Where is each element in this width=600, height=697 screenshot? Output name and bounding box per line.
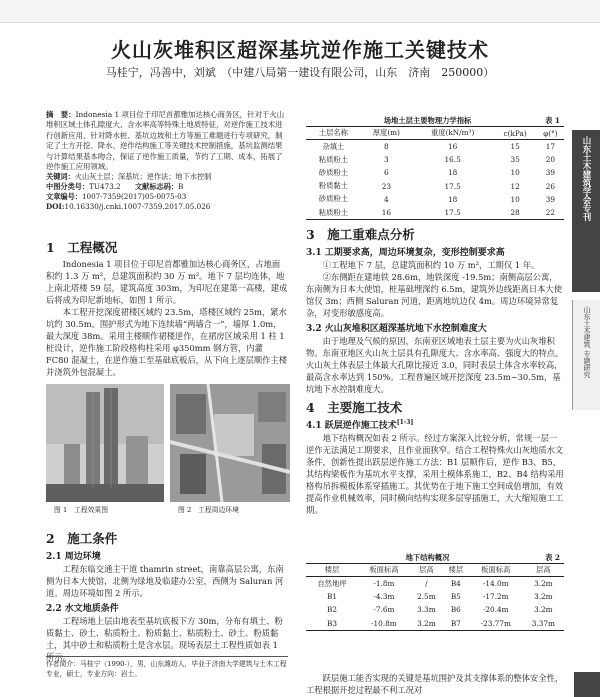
- table-cell: 6: [384, 168, 389, 178]
- table-cell: 砂质粉土: [318, 167, 348, 177]
- section-3-1-heading: 3.1 工期要求高，周边环境复杂，变形控制要求高: [306, 248, 505, 258]
- section-3-1-paragraph-a: ①工程地下 7 层，总建筑面积约 10 万 m²，工期仅 1 年。: [322, 260, 540, 270]
- table-1-header: φ(°): [537, 127, 564, 140]
- table-cell: B3: [306, 617, 358, 631]
- table-1: [306, 116, 564, 220]
- left-column-bottom: [46, 526, 288, 663]
- section-4-1-continuation: 跃层施工能否实现的关键是基坑围护及其支撑体系的整体安全性，工程根据开挖过程最不利工况对: [306, 673, 564, 695]
- page-corner-mark: [574, 672, 600, 697]
- table-cell: B2: [326, 605, 337, 615]
- table-cell: 自然地坪: [317, 578, 347, 588]
- article-no-label: 文章编号：: [46, 192, 82, 202]
- table-cell: /: [425, 579, 428, 589]
- table-2-header: 层高: [523, 564, 564, 577]
- page-header-strip: [0, 0, 600, 23]
- table-cell: 18: [447, 168, 458, 178]
- table-cell: -10.8m: [358, 617, 410, 631]
- table-cell: 杂填土: [322, 141, 345, 151]
- figure-1-caption: 图 1 工程效果图: [54, 506, 109, 514]
- doi-line: [46, 202, 286, 212]
- rendering-illustration: [46, 384, 164, 502]
- abstract-label: 摘 要：: [46, 110, 76, 119]
- right-column-top: [306, 222, 564, 516]
- table-2-header: 层高: [410, 564, 443, 577]
- table-cell: 10: [510, 168, 520, 178]
- table-cell: 39: [545, 194, 556, 204]
- table-cell: 16: [447, 142, 458, 152]
- keywords-line: [46, 172, 286, 182]
- figure-2-image: [170, 384, 290, 502]
- table-2-header: 板面标高: [358, 564, 410, 577]
- table-cell: 3: [384, 155, 389, 165]
- right-column-bottom: [306, 672, 564, 696]
- table-cell: 3.2m: [534, 592, 553, 602]
- table-cell: 26: [545, 181, 556, 191]
- table-cell: 3.2m: [534, 579, 553, 589]
- table-1-grid: [306, 126, 564, 220]
- section-4-1-heading-line: [306, 418, 564, 431]
- table-1-header-row: [306, 127, 564, 140]
- table-cell: -14.0m: [482, 579, 509, 589]
- doi: 10.16330/j.cnki.1007-7359.2017.05.026: [64, 202, 211, 212]
- table-2-header: 楼层: [306, 564, 358, 577]
- table-row: [306, 590, 564, 603]
- table-cell: 2.5m: [417, 592, 436, 602]
- table-2: [306, 553, 564, 631]
- table-2-caption-row: [306, 553, 564, 563]
- table-2-label: 表 2: [545, 553, 560, 562]
- table-cell: 12: [510, 181, 520, 191]
- section-2-2-paragraph: 工程场地上层由地表至基坑底板下方 30m，分布有填土、粉质黏土、砂土、粘质粉土、粉质黏土、粘质粉土、砂土、粉质黏土，其中砂土和粘质粉土是含水层。现场表层土工程性质如表 1 所示。: [46, 616, 283, 662]
- table-cell: 4: [384, 194, 389, 204]
- table-cell: 粘质粉土: [306, 206, 361, 220]
- abstract-block: [46, 110, 286, 212]
- table-cell: 18: [447, 194, 458, 204]
- table-cell: B7: [443, 617, 469, 631]
- table-2-header: 楼层: [443, 564, 469, 577]
- table-cell: B6: [450, 605, 461, 615]
- section-2-2-heading: 2.2 水文地质条件: [46, 604, 119, 614]
- table-row: [306, 153, 564, 166]
- table-cell: 3.37m: [523, 617, 564, 631]
- paper-authors: 马桂宁，冯善中，刘斌 （中建八局第一建设有限公司，山东 济南 250000）: [105, 66, 495, 79]
- table-cell: 15: [510, 142, 520, 152]
- table-cell: 3.3m: [417, 605, 436, 615]
- doc-code-label: 文献标志码：: [134, 182, 179, 192]
- section-3-heading: 3 施工重难点分析: [306, 227, 415, 242]
- table-cell: 8: [384, 142, 389, 152]
- section-1-heading: 1 工程概况: [46, 240, 118, 255]
- section-2-1-heading: 2.1 周边环境: [46, 552, 101, 562]
- table-2-header-row: [306, 564, 564, 577]
- table-1-header: 厚度(m): [361, 127, 412, 140]
- table-cell: 3.2m: [410, 617, 443, 631]
- table-2-caption: 地下结构概况: [405, 553, 450, 562]
- paper-title: 火山灰堆积区超深基坑逆作施工关键技术: [111, 38, 489, 62]
- aerial-photo: [170, 384, 290, 502]
- side-tab-text: 山东土木建筑学会专刊: [581, 136, 591, 221]
- section-3-2-paragraph: 由于地理及气候的原因，东南亚区域地表土层主要为火山灰堆积物。东南亚地区火山灰土层具有孔隙度大、含水率高、强度大的特点。火山灰土体表层土体最大孔隙比接近 3.0，同时表层土体含水率较高，最高含水率达到 150%。工程普遍区域开挖深度 23.5m~30.5m，基坑地下水控制难度大。: [306, 336, 564, 394]
- table-cell: B4: [450, 579, 461, 589]
- section-2-1-paragraph: 工程东临交通主干道 thamrin street，南靠高层公寓，东南侧为日本大使馆，北侧为绿地及临建办公室，西侧为 Saluran 河道。周边环境如图 2 所示。: [46, 564, 284, 598]
- table-cell: -17.2m: [482, 592, 509, 602]
- side-strip-text: 山东土木建筑 专题研究: [583, 306, 591, 379]
- table-row: [306, 577, 564, 591]
- abstract-body: Indonesia 1 项目位于印尼首都雅加达核心商务区，针对于火山堆积区域土体孔隙度大、含水率高等特殊土地质特征，对逆作施工技术进行创新应用，针对降水桩、基坑边坡和土方等施工难题进行专项研究，制定了土方开挖、降水、逆作结构施工等关键技术控制措施，基坑监测结果与计算结果基本吻合，保证了逆作施工质量，节约了工期、成本，拓展了逆作施工应用领域。: [46, 110, 285, 172]
- table-cell: 35: [510, 155, 520, 165]
- figures: [46, 384, 290, 514]
- section-4-1-reference: [1-3]: [396, 419, 414, 426]
- table-cell: -20.4m: [482, 605, 509, 615]
- figure-1-image: [46, 384, 164, 502]
- clc-label: 中图分类号：: [46, 182, 90, 192]
- table-cell: 砂质粉土: [318, 194, 348, 204]
- section-3-1-paragraph-b: ②东侧距在建地铁 28.6m，地铁深度 -19.5m；南侧高层公寓，东南侧为日本大使馆，桩基础埋深约 6.5m，建筑外边线距离日本大使馆仅 3m；西侧 Saluran 河道，距离地坑边仅 4m。周边环境异常复杂，对变形敏感度高。: [306, 272, 563, 318]
- table-2-grid: [306, 563, 564, 631]
- table-cell: 22: [537, 206, 564, 220]
- keywords-label: 关键词：: [46, 172, 75, 182]
- table-cell: 3.2m: [534, 605, 553, 615]
- author-footnote: 作者简介：马桂宁（1990-），男，山东潍坊人，毕业于济南大学建筑与土木工程专业，硕士，专业方向：岩土。: [46, 656, 288, 679]
- table-cell: 23: [381, 181, 391, 191]
- table-1-header: 土层名称: [306, 127, 361, 140]
- table-cell: 粘质粉土: [318, 154, 348, 164]
- section-1-paragraph-1: Indonesia 1 项目位于印尼首都雅加达核心商务区，占地面积约 1.3 万 m²，总建筑面积约 30 万 m²。地下 7 层均连体，地上南北塔楼 59 层，建筑高度 303m，为印尼在建第一高楼，建成后将成为印尼新地标，如图 1 所示。: [46, 259, 288, 305]
- doc-code: B: [178, 182, 184, 192]
- table-row: [306, 617, 564, 631]
- table-1-header: c(kPa): [493, 127, 536, 140]
- clc: TU473.2: [89, 182, 121, 192]
- table-row: [306, 180, 564, 193]
- table-cell: -1.8m: [373, 579, 395, 589]
- section-4-1-heading: 4.1 跃层逆作施工技术: [306, 421, 397, 431]
- table-cell: B5: [450, 592, 461, 602]
- article-no-line: [46, 192, 286, 202]
- table-row: [306, 206, 564, 220]
- abstract-text: [46, 110, 286, 172]
- section-1-paragraph-2: 本工程开挖深度裙楼区域约 23.5m，塔楼区域约 25m，紧水坑约 30.5m。围护形式为地下连续墙“两墙合一”，墙厚 1.0m，最大深度 38m。采用主楼顺作裙楼逆作，在裙房区域采用 1 柱 1 桩设计，逆作施工阶段格构柱采用 φ350mm 钢方管，内灌 FC80 混凝土，在逆作施工至基础底板后，从下向上逐层顺作主楼并浇筑外包混凝土。: [46, 307, 288, 377]
- journal-side-tab: [572, 130, 600, 292]
- table-cell: 17: [545, 142, 556, 152]
- side-strip: [572, 300, 600, 410]
- table-cell: 粉质黏土: [318, 181, 348, 191]
- table-cell: -7.6m: [373, 605, 395, 615]
- table-row: [306, 193, 564, 206]
- table-cell: 16.5: [444, 155, 461, 165]
- figure-2-caption: 图 2 工程周边环境: [178, 506, 239, 514]
- table-cell: 28: [493, 206, 536, 220]
- table-cell: 39: [545, 168, 556, 178]
- section-3-2-heading: 3.2 火山灰堆积区超深基坑地下水控制难度大: [306, 324, 487, 334]
- table-cell: 17.5: [444, 181, 461, 191]
- table-cell: 16: [361, 206, 412, 220]
- table-cell: 20: [545, 155, 556, 165]
- table-cell: 10: [510, 194, 520, 204]
- section-4-1-paragraph: 地下结构概况如表 2 所示。经过方案深入比较分析，常规一层一逆作无法满足工期要求，且作业面狭窄。结合工程特殊火山灰地质水文条件，创新性提出跃层逆作施工方法：B1 层顺作后，逆作 B3、B5，其结构梁板作为基坑水平支撑，采用土模体系施工，B2、B4 结构采用格构吊拆模板体系穿插施工。其优势在于地下施工空间成倍增加，有效提高作业机械效率，同时横向结构实现多层穿插施工，大大缩短施工工期。: [306, 433, 564, 515]
- clc-line: [46, 182, 286, 192]
- left-column-top: [46, 235, 288, 378]
- table-row: [306, 166, 564, 179]
- keywords: 火山灰土层；深基坑；逆作法；地下水控制: [74, 172, 212, 182]
- table-cell: B1: [326, 592, 337, 602]
- doi-label: DOI:: [46, 202, 65, 212]
- table-cell: 17.5: [412, 206, 494, 220]
- table-1-header: 重度(kN/m³): [412, 127, 494, 140]
- table-row: [306, 603, 564, 616]
- table-2-header: 板面标高: [469, 564, 523, 577]
- table-cell: -23.77m: [469, 617, 523, 631]
- table-row: [306, 140, 564, 154]
- table-1-caption-row: [306, 116, 564, 126]
- table-cell: -4.3m: [373, 592, 395, 602]
- section-4-heading: 4 主要施工技术: [306, 400, 403, 415]
- section-2-heading: 2 施工条件: [46, 531, 118, 546]
- table-1-caption: 场地土层主要物理力学指标: [383, 116, 472, 125]
- article-no: 1007-7359(2017)05-0075-03: [81, 192, 187, 202]
- table-1-label: 表 1: [545, 116, 560, 125]
